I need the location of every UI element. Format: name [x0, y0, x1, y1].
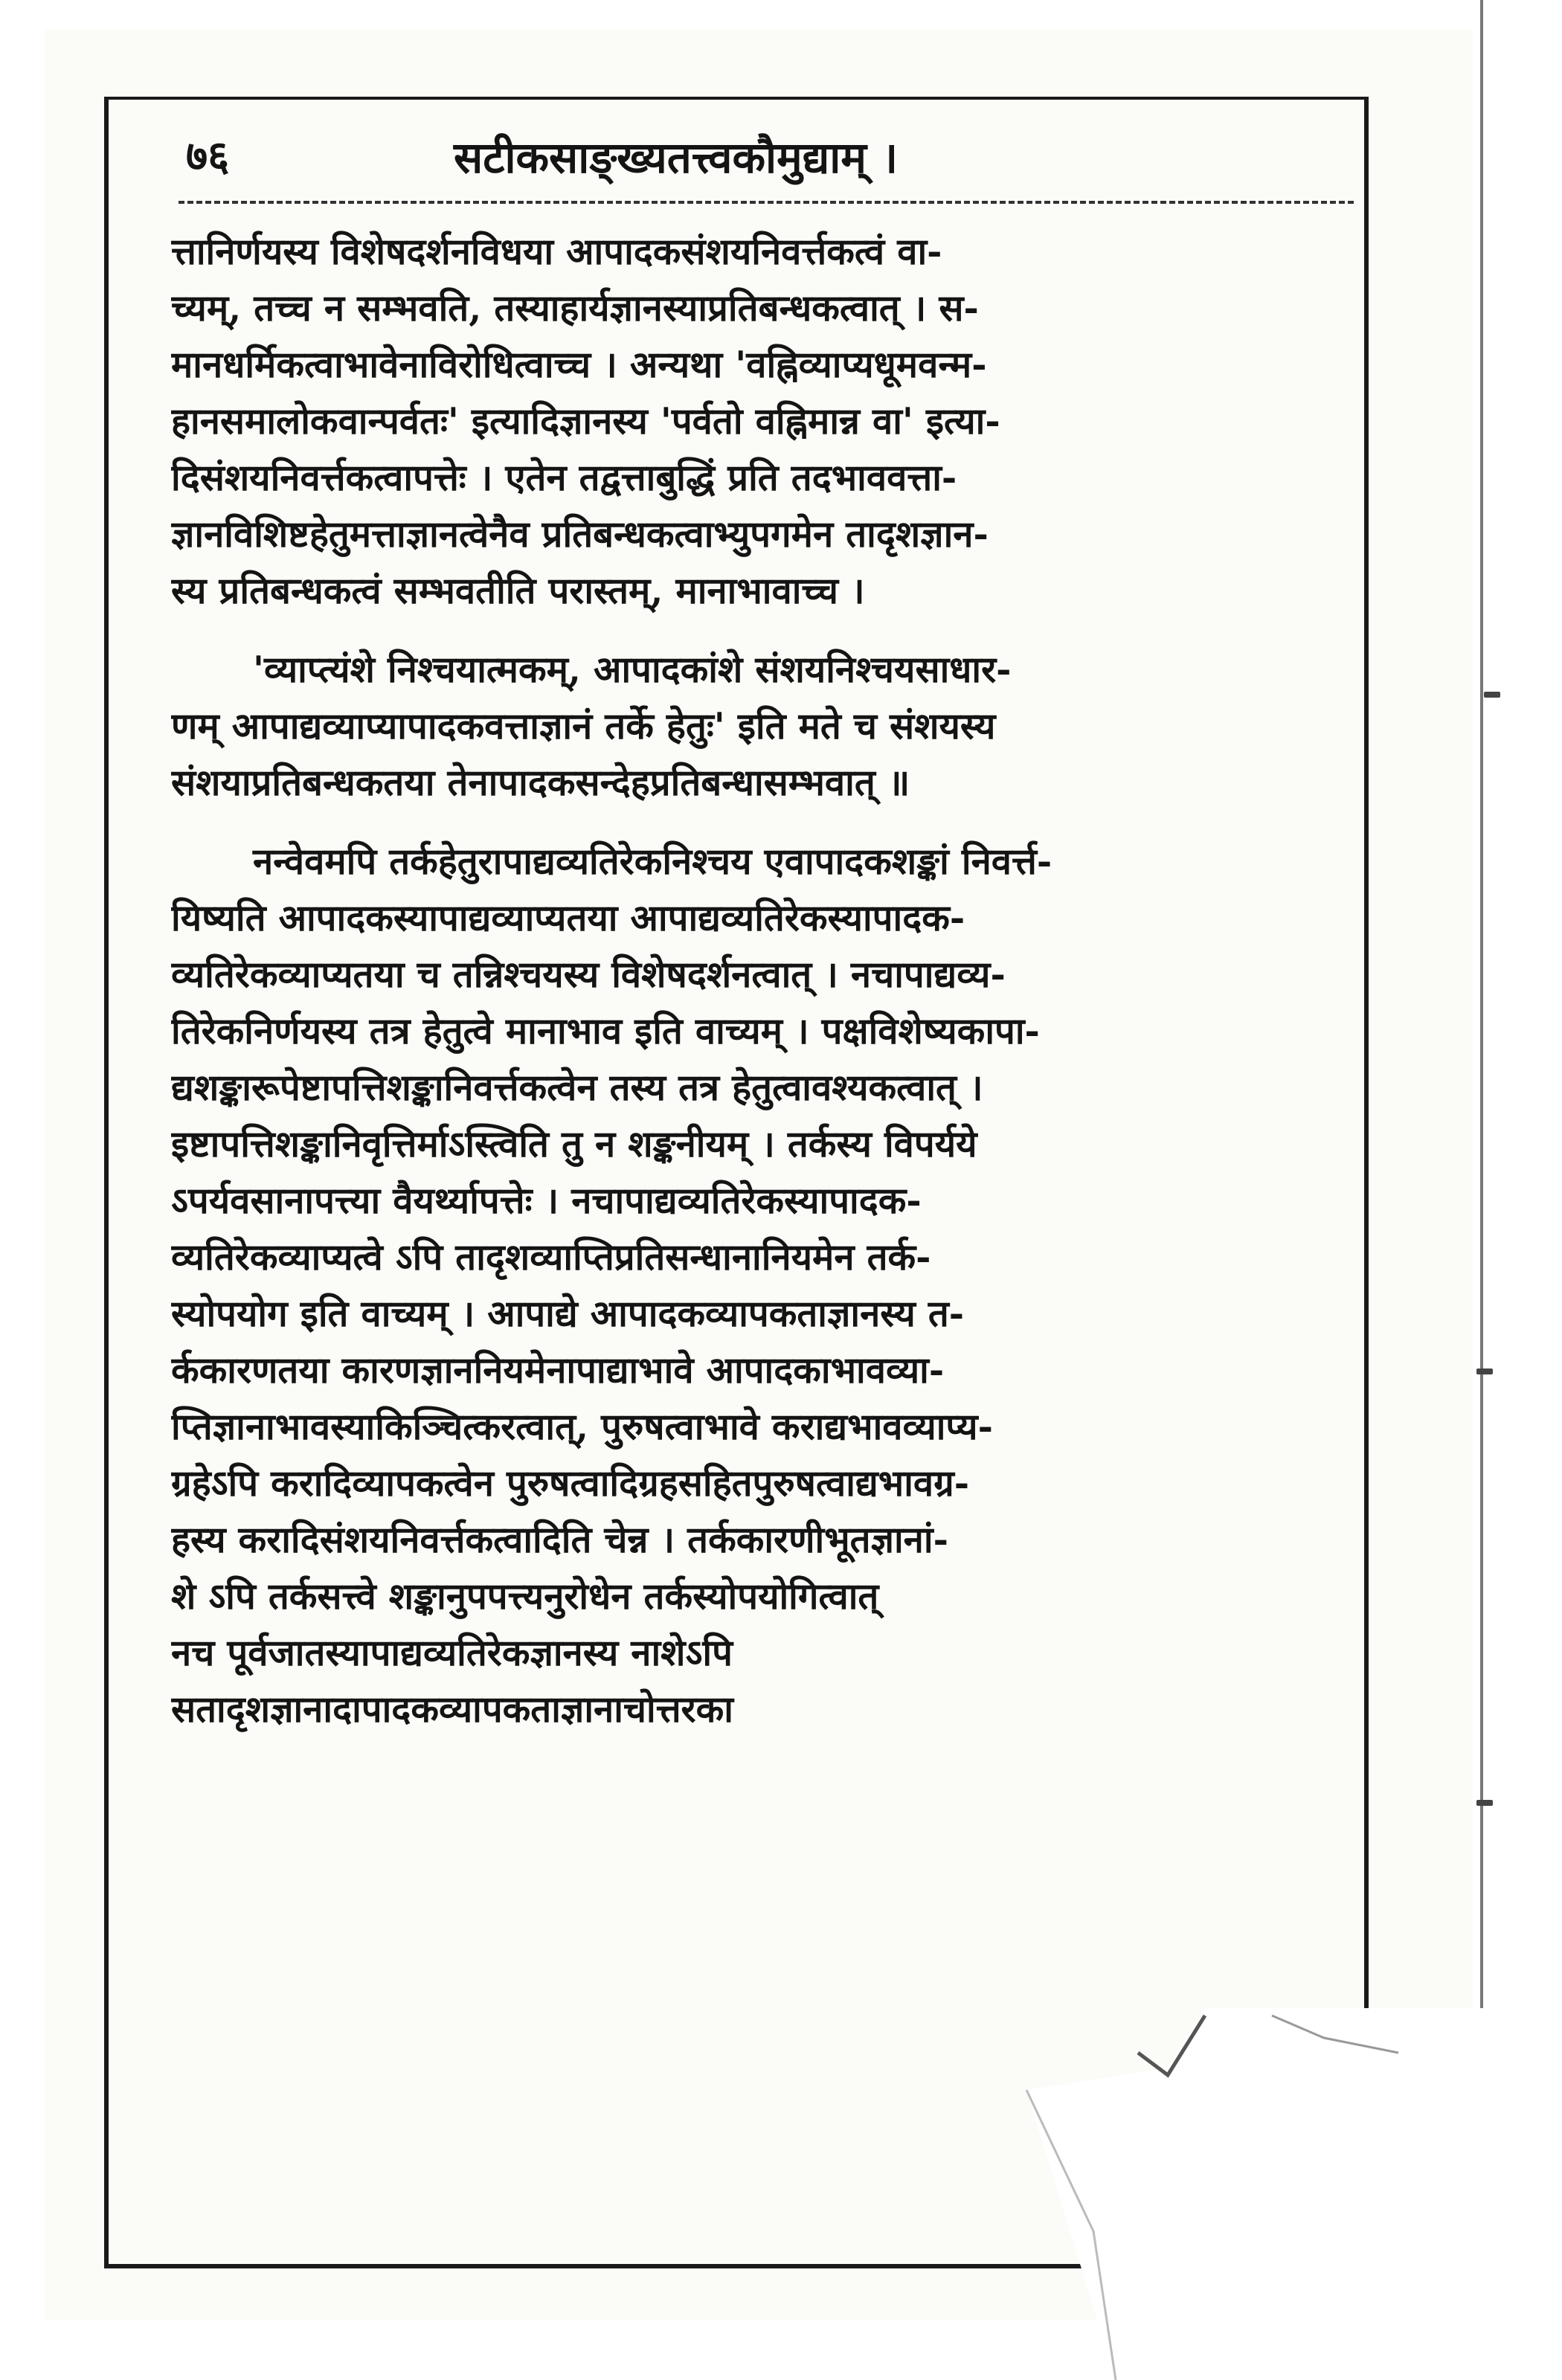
- text-line: त्तानिर्णयस्य विशेषदर्शनविधया आपादकसंशयनिवर्त्तकत्वं वा-: [171, 230, 942, 273]
- page-header: [171, 126, 1361, 186]
- text-line: हानसमालोकवान्पर्वतः' इत्यादिज्ञानस्य 'पर्वतो वह्निमान्न वा' इत्या-: [171, 399, 1000, 443]
- text-line: सतादृशज्ञानादापादकव्यापकताज्ञानाचोत्तरका: [171, 1688, 733, 1731]
- text-line: व्यतिरेकव्याप्यतया च तन्निश्चयस्य विशेषदर्शनत्वात् । नचापाद्यव्य-: [171, 953, 1006, 996]
- text-line: इष्टापत्तिशङ्कानिवृत्तिर्माऽस्त्विति तु न शङ्कनीयम् । तर्कस्य विपर्यये: [171, 1122, 977, 1165]
- text-line: द्यशङ्कारूपेष्टापत्तिशङ्कानिवर्त्तकत्वेन तस्य तत्र हेतुत्वावश्यकत्वात् ।: [171, 1066, 983, 1109]
- text-line: नच पूर्वजातस्यापाद्यव्यतिरेकज्ञानस्य नाशेऽपि: [171, 1631, 733, 1674]
- text-line: ऽपर्यवसानापत्त्या वैयर्थ्यापत्तेः । नचापाद्यव्यतिरेकस्यापादक-: [171, 1179, 922, 1222]
- text-line: च्यम्, तच्च न सम्भवति, तस्याहार्यज्ञानस्याप्रतिबन्धकत्वात् । स-: [171, 286, 979, 329]
- text-line: व्यतिरेकव्याप्यत्वे ऽपि तादृशव्याप्तिप्रतिसन्धानानियमेन तर्क-: [171, 1235, 931, 1279]
- body-text: [171, 223, 1361, 1737]
- text-line: स्य प्रतिबन्धकत्वं सम्भवतीति परास्तम्, मानाभावाच्च ।: [171, 569, 865, 612]
- text-line: तिरेकनिर्णयस्य तत्र हेतुत्वे मानाभाव इति वाच्यम् । पक्षविशेष्यकापा-: [171, 1009, 1040, 1052]
- paragraph: [171, 833, 1361, 1737]
- text-line: स्योपयोग इति वाच्यम् । आपाद्ये आपादकव्यापकताज्ञानस्य त-: [171, 1292, 965, 1335]
- text-line: प्तिज्ञानाभावस्याकिञ्चित्करत्वात्, पुरुषत्वाभावे कराद्यभावव्याप्य-: [171, 1405, 993, 1448]
- torn-corner: [982, 2008, 1488, 2380]
- paragraph: [171, 223, 1361, 619]
- margin-mark: [1476, 1800, 1493, 1806]
- margin-mark: [1484, 692, 1500, 698]
- text-line: णम् आपाद्यव्याप्यापादकवत्ताज्ञानं तर्के हेतुः' इति मते च संशयस्य: [171, 704, 996, 747]
- text-line: 'व्याप्त्यंशे निश्चयात्मकम्, आपादकांशे संशयनिश्चयसाधार-: [253, 648, 1012, 691]
- text-line: ज्ञानविशिष्टहेतुमत्ताज्ञानत्वेनैव प्रतिबन्धकत्वाभ्युपगमेन तादृशज्ञान-: [171, 512, 989, 556]
- margin-mark: [1476, 1368, 1493, 1374]
- text-line: संशयाप्रतिबन्धकतया तेनापादकसन्देहप्रतिबन्धासम्भवात् ॥: [171, 761, 910, 804]
- text-line: यिष्यति आपादकस्यापाद्यव्याप्यतया आपाद्यव्यतिरेकस्यापादक-: [171, 896, 965, 939]
- running-title: सटीकसाङ्ख्यतत्त्वकौमुद्याम् ।: [454, 132, 899, 183]
- text-line: हस्य करादिसंशयनिवर्त्तकत्वादिति चेन्न । तर्ककारणीभूतज्ञानां-: [171, 1518, 948, 1561]
- text-line: मानधर्मिकत्वाभावेनाविरोधित्वाच्च । अन्यथा 'वह्निव्याप्यधूमवन्म-: [171, 343, 987, 386]
- page-number: ७६: [186, 132, 230, 181]
- text-line: दिसंशयनिवर्त्तकत्वापत्तेः । एतेन तद्वत्ताबुद्धिं प्रति तदभाववत्ता-: [171, 456, 957, 499]
- text-line: शे ऽपि तर्कसत्त्वे शङ्कानुपपत्त्यनुरोधेन तर्कस्योपयोगित्वात्: [171, 1575, 879, 1618]
- text-line: नन्वेवमपि तर्कहेतुरापाद्यव्यतिरेकनिश्चय एवापादकशङ्कां निवर्त्त-: [253, 840, 1052, 883]
- header-rule: [179, 201, 1354, 204]
- text-line: ग्रहेऽपि करादिव्यापकत्वेन पुरुषत्वादिग्रहसहितपुरुषत्वाद्यभावग्र-: [171, 1461, 970, 1505]
- text-line: र्ककारणतया कारणज्ञाननियमेनापाद्याभावे आपादकाभावव्या-: [171, 1348, 945, 1392]
- paragraph: [171, 641, 1361, 811]
